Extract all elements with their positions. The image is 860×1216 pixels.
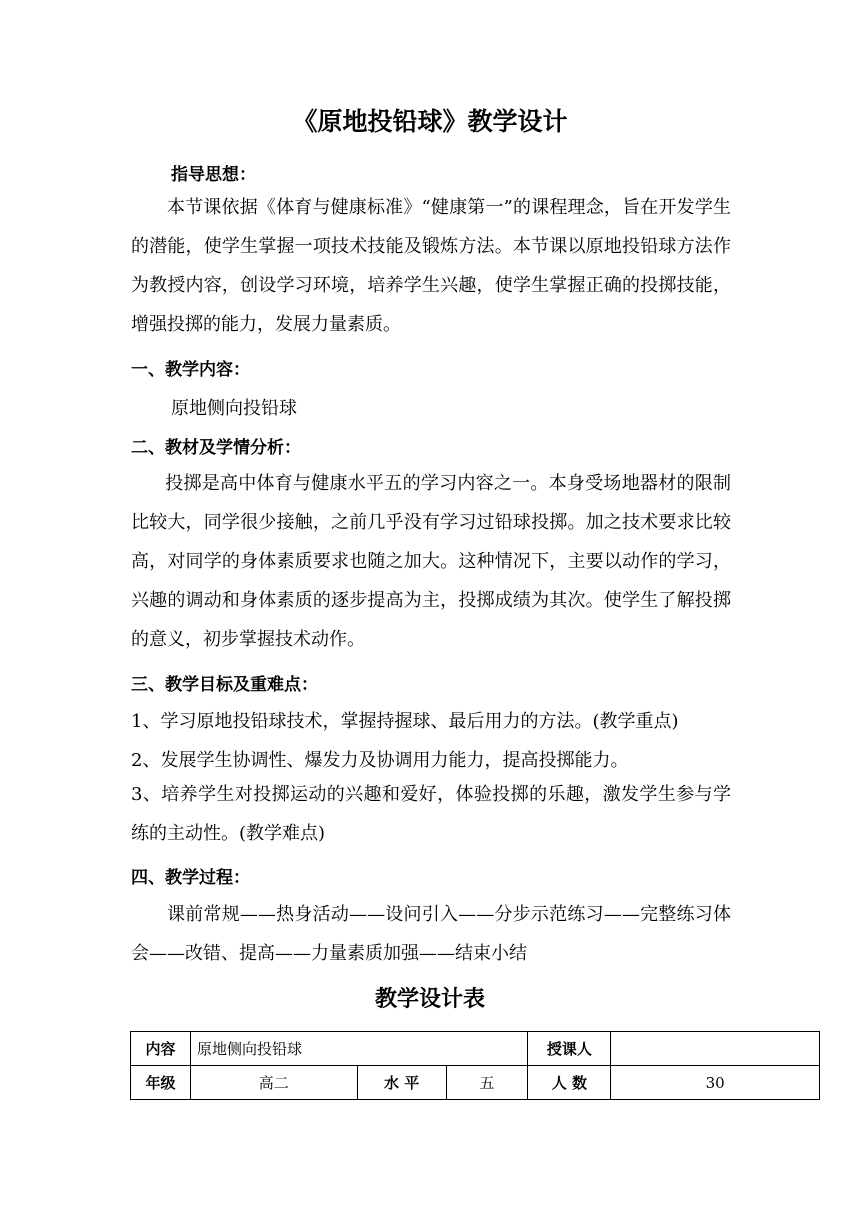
guiding-paragraph: 本节课依据《体育与健康标准》“健康第一”的课程理念，旨在开发学生的潜能，使学生掌握一项技术技能及锻炼方法。本节课以原地投铅球方法作为教授内容，创设学习环境，培养学生兴趣，使学生掌握正确的投掷技能，增强投掷的能力，发展力量素质。 [131,197,731,335]
goal-item-3: 3、培养学生对投掷运动的兴趣和爱好，体验投掷的乐趣，激发学生参与学练的主动性。(教学难点) [131,784,731,844]
content-label: 内容 [131,1032,191,1066]
guiding-heading: 指导思想： [171,165,256,185]
content-value: 原地侧向投铅球 [190,1032,527,1066]
document-title: 《原地投铅球》教学设计 [292,107,568,136]
section3-heading: 三、教学目标及重难点： [131,675,318,695]
section1-heading: 一、教学内容： [131,360,250,380]
table-row [131,1066,820,1100]
count-label: 人 数 [528,1066,611,1100]
section2-heading: 二、教材及学情分析： [131,438,301,458]
section4-heading: 四、教学过程： [131,868,250,888]
table-row [131,1032,820,1066]
goal-item-2: 2、发展学生协调性、爆发力及协调用力能力，提高投掷能力。 [131,750,629,771]
section1-text: 原地侧向投铅球 [171,398,297,419]
table-title: 教学设计表 [374,987,485,1012]
teacher-label: 授课人 [528,1032,611,1066]
design-table [130,1031,820,1100]
level-label: 水 平 [357,1066,446,1100]
grade-value: 高二 [190,1066,357,1100]
section4-paragraph: 课前常规——热身活动——设问引入——分步示范练习——完整练习体会——改错、提高——力量素质加强——结束小结 [131,904,731,964]
teacher-value [611,1032,820,1066]
level-value: 五 [446,1066,528,1100]
section2-paragraph: 投掷是高中体育与健康水平五的学习内容之一。本身受场地器材的限制比较大，同学很少接触，之前几乎没有学习过铅球投掷。加之技术要求比较高，对同学的身体素质要求也随之加大。这种情况下，主要以动作的学习，兴趣的调动和身体素质的逐步提高为主，投掷成绩为其次。使学生了解投掷的意义，初步掌握技术动作。 [131,473,731,650]
grade-label: 年级 [131,1066,191,1100]
goal-item-1: 1、学习原地投铅球技术，掌握持握球、最后用力的方法。(教学重点) [131,711,679,732]
count-value: 30 [611,1066,820,1100]
